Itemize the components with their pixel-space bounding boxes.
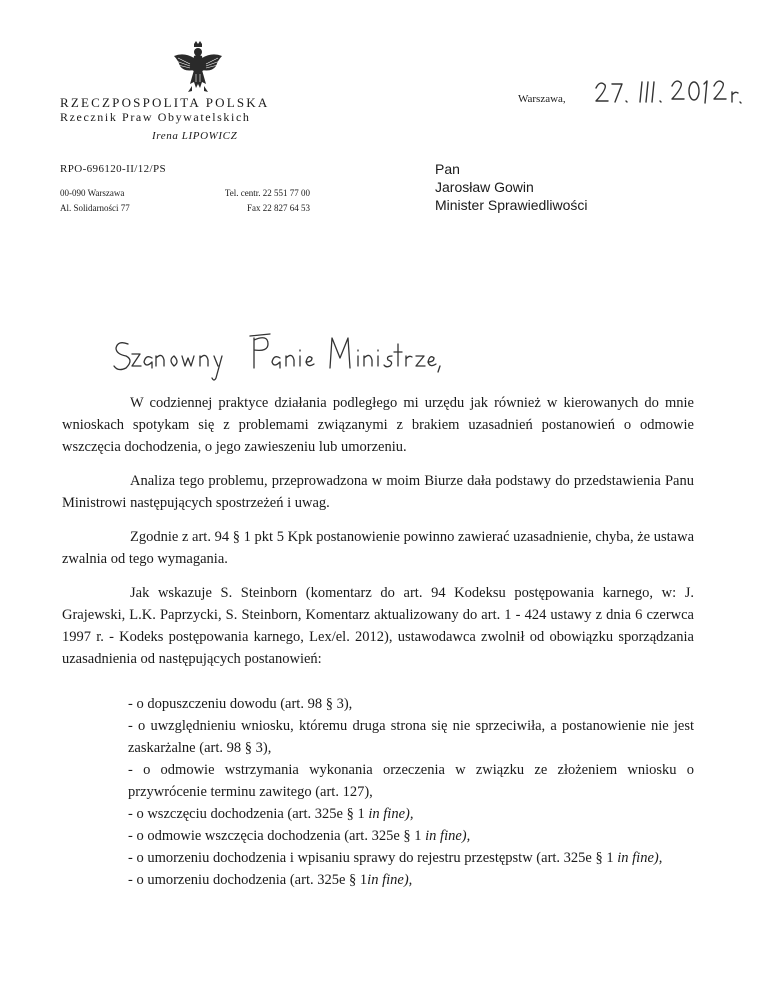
recipient-position: Minister Sprawiedliwości xyxy=(435,197,588,213)
handwritten-date xyxy=(590,72,760,112)
list-item: - o umorzeniu dochodzenia (art. 325e § 1in fine), xyxy=(128,872,413,888)
recipient-block xyxy=(435,160,588,214)
paragraph-1: W codziennej praktyce działania podległego mi urzędu jak również w kierowanych do mnie wnioskach spotykam się z problemami związanymi z brakiem uzasadnień postanowień o odmowie wszczęcia dochodzenia, o jego zawieszeniu lub umorzeniu. xyxy=(62,395,694,455)
paragraph-4: Jak wskazuje S. Steinborn (komentarz do art. 94 Kodeksu postępowania karnego, w: J. Grajewski, L.K. Paprzycki, S. Steinborn, Komentarz aktualizowany do art. 1 - 424 ustawy z dnia 6 czerwca 1997 r. - Kodeks postępowania karnego, Lex/el. 2012), ustawodawca zwolnił od obowiązku sporządzania uzasadnienia od następujących postanowień: xyxy=(62,585,694,667)
office-address xyxy=(60,186,130,216)
paragraph-2: Analiza tego problemu, przeprowadzona w moim Biurze dała podstawy do przedstawienia Panu Ministrowi następujących spostrzeżeń i uwag. xyxy=(62,473,694,511)
address-line-2: Al. Solidarności 77 xyxy=(60,203,130,213)
eagle-emblem-icon xyxy=(170,40,226,96)
recipient-title: Pan xyxy=(435,161,460,177)
list-item: - o odmowie wszczęcia dochodzenia (art. 325e § 1 in fine), xyxy=(128,828,471,844)
handwritten-salutation xyxy=(108,330,448,382)
recipient-name: Jarosław Gowin xyxy=(435,179,534,195)
official-name: Irena LIPOWICZ xyxy=(152,130,238,142)
exemption-list xyxy=(128,693,694,891)
fax-number: Fax 22 827 64 53 xyxy=(247,203,310,213)
letter-body xyxy=(62,392,694,682)
paragraph-3: Zgodnie z art. 94 § 1 pkt 5 Kpk postanowienie powinno zawierać uzasadnienie, chyba, że ustawa zwalnia od tego wymagania. xyxy=(62,529,694,567)
office-name: RZECZPOSPOLITA POLSKA xyxy=(60,95,270,110)
office-contact xyxy=(205,186,310,216)
reference-number: RPO-696120-II/12/PS xyxy=(60,163,166,175)
office-subtitle: Rzecznik Praw Obywatelskich xyxy=(60,110,251,124)
list-item: - o umorzeniu dochodzenia i wpisaniu sprawy do rejestru przestępstw (art. 325e § 1 in fine), xyxy=(128,850,663,866)
address-line-1: 00-090 Warszawa xyxy=(60,188,125,198)
phone-number: Tel. centr. 22 551 77 00 xyxy=(224,188,310,198)
city-label: Warszawa, xyxy=(518,93,566,105)
list-item: - o wszczęciu dochodzenia (art. 325e § 1 in fine), xyxy=(128,806,414,822)
list-item: - o uwzględnieniu wniosku, któremu druga strona się nie sprzeciwiła, a postanowienie nie jest zaskarżalne (art. 98 § 3), xyxy=(128,718,694,756)
list-item: - o dopuszczeniu dowodu (art. 98 § 3), xyxy=(128,696,353,712)
list-item: - o odmowie wstrzymania wykonania orzeczenia w związku ze złożeniem wniosku o przywrócenie terminu zawitego (art. 127), xyxy=(128,762,694,800)
